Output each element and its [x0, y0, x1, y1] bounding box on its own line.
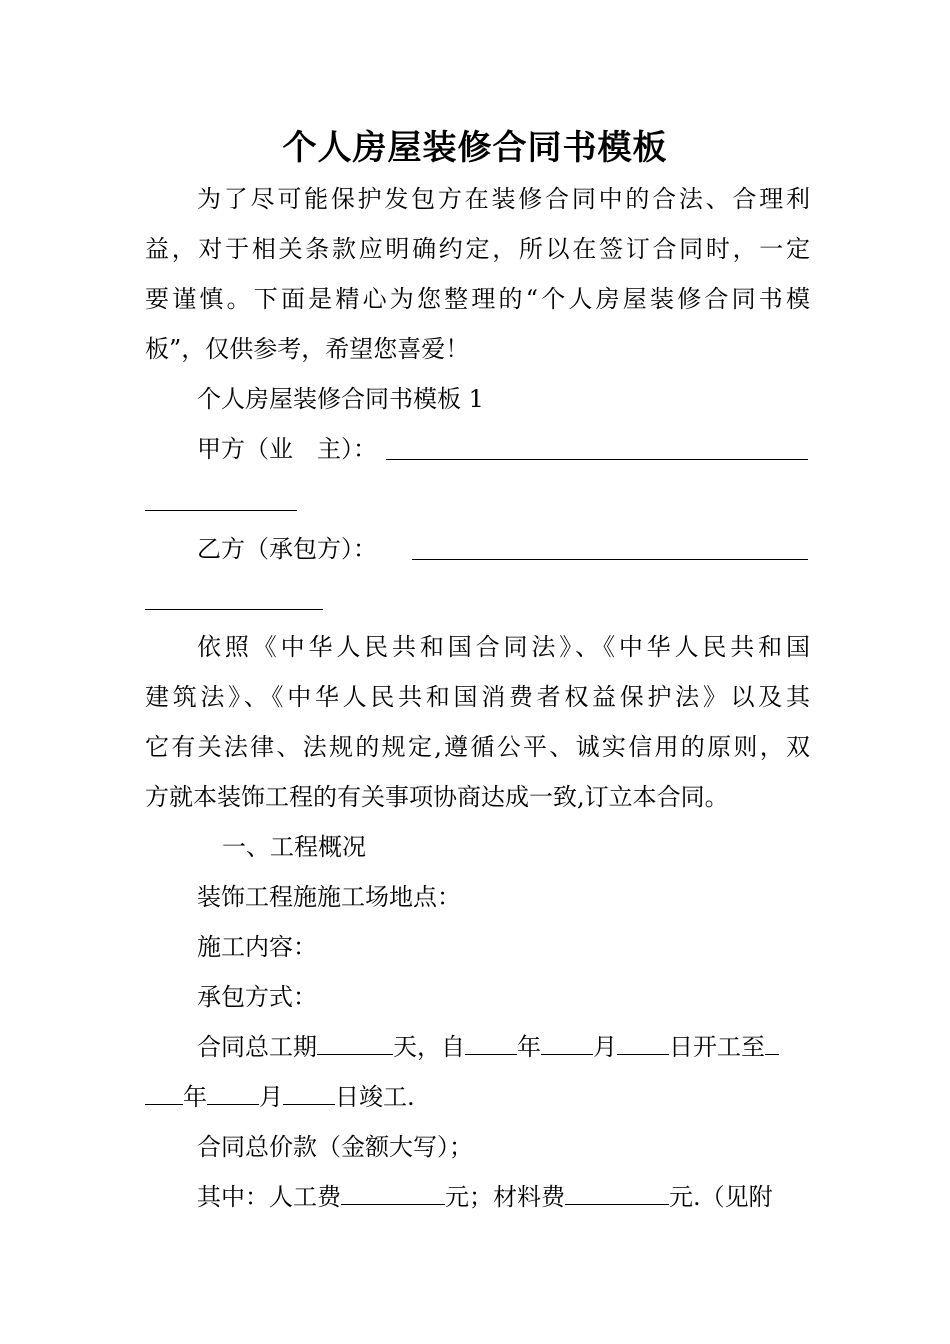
contract-mode-label: 承包方式：	[197, 983, 317, 1011]
content-label: 施工内容：	[197, 933, 317, 961]
start-year-blank	[465, 1028, 517, 1055]
document-title: 个人房屋装修合同书模板	[282, 128, 668, 168]
intro-line-3: 要谨慎。下面是精心为您整理的“个人房屋装修合同书模	[145, 285, 810, 313]
costs-line	[197, 1172, 810, 1222]
site-label: 装饰工程施施工场地点：	[197, 883, 461, 911]
basis-line-4: 方就本装饰工程的有关事项协商达成一致,订立本合同。	[145, 783, 729, 811]
days-blank	[317, 1028, 393, 1055]
end-year-unit: 年	[183, 1083, 207, 1111]
basis-line-1: 依照《中华人民共和国合同法》、《中华人民共和国	[197, 633, 810, 661]
period-day-unit: 天，自	[393, 1033, 465, 1061]
material-fee-blank	[565, 1178, 669, 1205]
period-line-2	[145, 1072, 810, 1122]
intro-line-4: 板”，仅供参考，希望您喜爱！	[145, 335, 470, 363]
party-b-blank-continuation	[145, 609, 323, 610]
start-year-unit: 年	[517, 1033, 541, 1061]
start-month-blank	[541, 1028, 593, 1055]
total-price-label: 合同总价款（金额大写）；	[197, 1133, 473, 1161]
section-1-heading: 一、工程概况	[222, 833, 366, 861]
start-day-blank	[617, 1028, 669, 1055]
template-subtitle: 个人房屋装修合同书模板 1	[197, 385, 484, 413]
costs-prefix: 其中：人工费	[197, 1183, 341, 1211]
end-month-unit: 月	[259, 1083, 283, 1111]
costs-yuan-material: 元；材料费	[445, 1183, 565, 1211]
period-prefix: 合同总工期	[197, 1033, 317, 1061]
labor-fee-blank	[341, 1178, 445, 1205]
party-b-label: 乙方（承包方）：	[197, 535, 377, 563]
end-month-blank	[207, 1078, 259, 1105]
end-year-blank	[145, 1078, 183, 1105]
party-a-blank-line	[386, 459, 808, 460]
period-end-text: 日竣工.	[335, 1083, 415, 1111]
basis-line-3: 它有关法律、法规的规定,遵循公平、诚实信用的原则，双	[145, 733, 810, 761]
party-b-blank-line	[412, 559, 808, 560]
period-line	[197, 1022, 810, 1072]
period-start-text: 日开工至	[669, 1033, 765, 1061]
intro-line-2: 益，对于相关条款应明确约定，所以在签订合同时，一定	[145, 235, 810, 263]
end-year-blank-start	[765, 1028, 779, 1055]
party-a-blank-continuation	[145, 510, 297, 511]
party-a-label: 甲方（业 主）：	[197, 435, 377, 463]
costs-yuan-appendix: 元.（见附	[669, 1183, 773, 1211]
intro-line-1: 为了尽可能保护发包方在装修合同中的合法、合理利	[197, 185, 810, 213]
basis-line-2: 建筑法》、《中华人民共和国消费者权益保护法》以及其	[145, 683, 810, 711]
end-day-blank	[283, 1078, 335, 1105]
start-month-unit: 月	[593, 1033, 617, 1061]
